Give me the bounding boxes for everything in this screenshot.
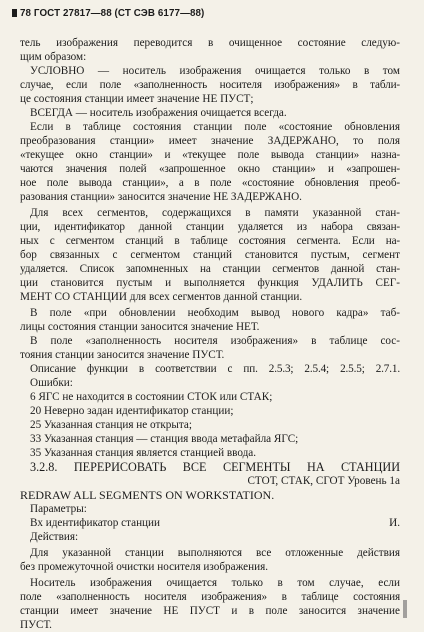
text-line: 35 Указанная станция является станцией ввода. (30, 447, 257, 459)
text-line: ВСЕГДА — носитель изображения очищается всегда. (30, 107, 287, 119)
text-line: В поле «при обновлении необходим вывод нового кадра» таб- (30, 307, 400, 319)
text-line: лицы состояния станции заносится значение НЕТ. (20, 321, 260, 333)
text-line: случае, если поле «заполненность носителя изображения» в табли- (20, 79, 400, 91)
section-levels: СТОТ, СТАК, СГОТ Уровень 1а (247, 475, 400, 487)
text-line: станции имеет значение НЕ ПУСТ и в поле заносится значение (20, 605, 400, 617)
text-line: бор связанных с сегментом станций становится пустым, сегмент (20, 249, 400, 261)
parameter-type: И. (389, 517, 400, 529)
text-line: Действия: (30, 531, 79, 543)
text-line: МЕНТ СО СТАНЦИИ для всех сегментов данной станции. (20, 291, 303, 303)
text-line: преобразования станции» имеет значение ЗАДЕРЖАНО, то поля (20, 135, 400, 147)
text-line: 25 Указанная станция не открыта; (30, 419, 193, 431)
text-line: це состояния станции имеет значение НЕ ПУСТ; (20, 93, 254, 105)
text-line: ции, идентификатор данной станции удаляется из набора связан- (20, 221, 400, 233)
text-line: ных с сегментом станций в таблице состояния сегмента. Если на- (20, 235, 400, 247)
text-line: ПУСТ. (20, 619, 52, 631)
text-line: Ошибки: (30, 377, 73, 389)
text-line: Описание функции в соответствии с пп. 2.5.3; 2.5.4; 2.5.5; 2.7.1. (30, 363, 400, 375)
page-header (12, 8, 204, 19)
text-line: щим образом: (20, 51, 87, 63)
text-line: ное поле вывода станции», а в поле «состояние обновления преоб- (20, 177, 400, 189)
section-heading: 3.2.8. ПЕРЕРИСОВАТЬ ВСЕ СЕГМЕНТЫ НА СТАНЦИИ (30, 460, 400, 474)
text-line: «текущее окно станции» и «текущее поле вывода станции» назна- (20, 149, 400, 161)
text-line: без промежуточной очистки носителя изображения. (20, 561, 269, 573)
text-line: Параметры: (30, 503, 87, 515)
text-line: Если в таблице состояния станции поле «состояние обновления (30, 121, 400, 133)
text-line: Для всех сегментов, содержащихся в памяти указанной стан- (30, 207, 400, 219)
text-line: ции становится пустым и выполняется функция УДАЛИТЬ СЕГ- (20, 277, 400, 289)
text-line: 6 ЯГС не находится в состоянии СТОК или СТАК; (30, 391, 273, 403)
text-line: 20 Неверно задан идентификатор станции; (30, 405, 234, 417)
scan-artifact (403, 600, 407, 618)
text-line: УСЛОВНО — носитель изображения очищается только в том (30, 65, 400, 77)
parameter-line: Вх идентификатор станции (30, 517, 161, 529)
margin-mark-icon (12, 9, 17, 17)
section-heading-en: REDRAW ALL SEGMENTS ON WORKSTATION. (20, 488, 275, 502)
text-line: тель изображения переводится в очищенное состояние следую- (20, 37, 400, 49)
text-line: Для указанной станции выполняются все отложенные действия (30, 547, 400, 559)
text-line: тояния станции заносится значение ПУСТ. (20, 349, 225, 361)
text-line: В поле «заполненность носителя изображения» в таблице сос- (30, 335, 400, 347)
text-line: чаются значения полей «запрошенное окно станции» и «запрошен- (20, 163, 400, 175)
text-line: разования станции» заносится значение НЕ ЗАДЕРЖАНО. (20, 191, 302, 203)
text-line: 33 Указанная станция — станция ввода метафайла ЯГС; (30, 433, 299, 445)
header-title: 78 ГОСТ 27817—88 (СТ СЭВ 6177—88) (20, 8, 205, 19)
text-line: Носитель изображения очищается только в том случае, если (30, 577, 400, 589)
text-line: поле «заполненность носителя изображения» в таблице состояния (20, 591, 400, 603)
text-line: удаляется. Список запомненных на станции сегментов данной стан- (20, 263, 400, 275)
